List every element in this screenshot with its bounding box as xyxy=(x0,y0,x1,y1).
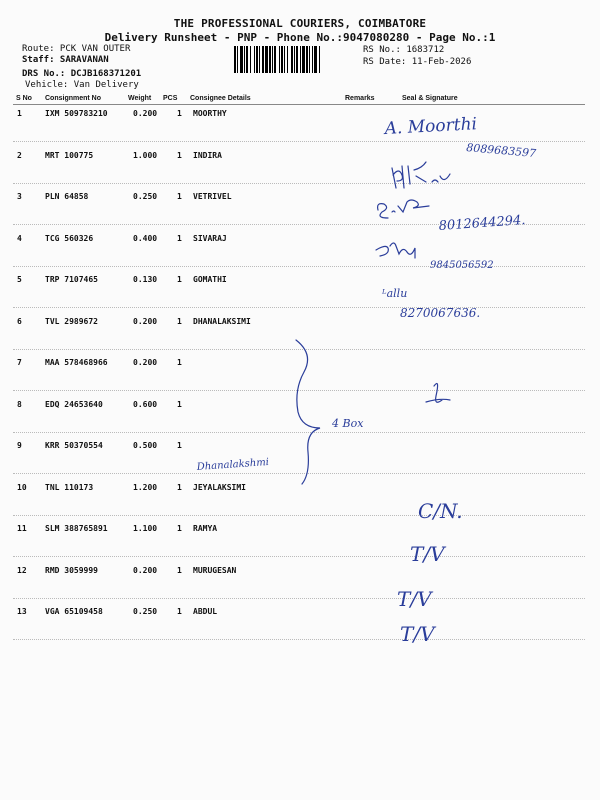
row-consignee: SIVARAJ xyxy=(193,234,227,243)
col-header-weight: Weight xyxy=(128,95,152,102)
row-pcs: 1 xyxy=(177,358,182,367)
handwritten-mark-row12: T/V xyxy=(397,587,432,611)
row-sno: 7 xyxy=(17,358,22,367)
row-consignment-no: RMD 3059999 xyxy=(45,566,98,575)
row-weight: 0.200 xyxy=(133,109,158,118)
row-sno: 10 xyxy=(17,483,27,492)
row-weight: 1.000 xyxy=(133,151,158,160)
row-sno: 3 xyxy=(17,192,22,201)
handwritten-phone-row3: 8012644294. xyxy=(438,212,526,234)
row-weight: 0.600 xyxy=(133,400,158,409)
staff-label: Staff: SARAVANAN xyxy=(22,55,109,65)
row-sno: 1 xyxy=(17,109,22,118)
rs-number: RS No.: 1683712 xyxy=(363,45,445,55)
handwritten-name-row9: Dhanalakshmi xyxy=(196,456,270,473)
row-consignment-no: TCG 560326 xyxy=(45,234,94,243)
row-pcs: 1 xyxy=(177,151,182,160)
handwritten-mark-row10: C/N. xyxy=(418,499,463,523)
row-pcs: 1 xyxy=(177,109,182,118)
row-consignment-no: VGA 65109458 xyxy=(45,607,103,616)
vehicle-label: Vehicle: Van Delivery xyxy=(25,80,139,90)
row-consignment-no: TVL 2989672 xyxy=(45,317,98,326)
brace-row8 xyxy=(296,340,320,484)
row-sno: 6 xyxy=(17,317,22,326)
row-sno: 13 xyxy=(17,607,27,616)
signature-row4 xyxy=(376,243,415,258)
col-header-pcs: PCS xyxy=(163,95,178,102)
row-weight: 0.200 xyxy=(133,566,158,575)
row-consignee: GOMATHI xyxy=(193,275,227,284)
row-consignment-no: TNL 110173 xyxy=(45,483,94,492)
row-pcs: 1 xyxy=(177,234,182,243)
row-pcs: 1 xyxy=(177,607,182,616)
row-sno: 11 xyxy=(17,524,27,533)
row-sno: 5 xyxy=(17,275,22,284)
row-consignment-no: PLN 64858 xyxy=(45,192,89,201)
row-weight: 1.200 xyxy=(133,483,158,492)
row-sno: 12 xyxy=(17,566,27,575)
col-header-remarks: Remarks xyxy=(345,95,375,102)
col-header-signature: Seal & Signature xyxy=(402,95,458,102)
row-pcs: 1 xyxy=(177,483,182,492)
row-weight: 0.130 xyxy=(133,275,158,284)
row-consignee: RAMYA xyxy=(193,524,218,533)
handwritten-phone-row1: 8089683597 xyxy=(465,141,537,161)
row-consignee: ABDUL xyxy=(193,607,218,616)
row-pcs: 1 xyxy=(177,400,182,409)
signature-row3 xyxy=(378,200,429,218)
row-weight: 0.200 xyxy=(133,317,158,326)
row-consignee: INDIRA xyxy=(193,151,222,160)
row-pcs: 1 xyxy=(177,524,182,533)
row-weight: 0.400 xyxy=(133,234,158,243)
row-consignment-no: SLM 388765891 xyxy=(45,524,108,533)
row-sno: 2 xyxy=(17,151,22,160)
signature-row8 xyxy=(426,384,450,403)
handwritten-mark-row5: ᴸallu xyxy=(382,287,408,300)
row-consignment-no: MRT 100775 xyxy=(45,151,94,160)
route-label: Route: PCK VAN OUTER xyxy=(22,44,131,54)
handwritten-name-row1: A. Moorthi xyxy=(384,114,478,139)
document-title: THE PROFESSIONAL COURIERS, COIMBATORE xyxy=(173,17,427,30)
row-pcs: 1 xyxy=(177,441,182,450)
row-weight: 0.250 xyxy=(133,192,158,201)
handwritten-phone-row5: 8270067636. xyxy=(400,306,481,320)
row-pcs: 1 xyxy=(177,317,182,326)
row-pcs: 1 xyxy=(177,566,182,575)
row-consignment-no: TRP 7107465 xyxy=(45,275,98,284)
row-pcs: 1 xyxy=(177,192,182,201)
row-pcs: 1 xyxy=(177,275,182,284)
row-consignment-no: KRR 50370554 xyxy=(45,441,103,450)
col-header-sno: S No xyxy=(16,95,32,102)
signature-row2 xyxy=(392,162,450,188)
col-header-consignee: Consignee Details xyxy=(190,95,251,102)
handwritten-mark-row11: T/V xyxy=(410,542,445,566)
handwritten-note-row8: 4 Box xyxy=(332,417,364,430)
row-sno: 8 xyxy=(17,400,22,409)
rs-date: RS Date: 11-Feb-2026 xyxy=(363,57,472,67)
row-weight: 0.250 xyxy=(133,607,158,616)
row-consignee: VETRIVEL xyxy=(193,192,232,201)
runsheet-subtitle: Delivery Runsheet - PNP - Phone No.:9047080280 - Page No.:1 xyxy=(104,31,496,44)
handwritten-mark-row13: T/V xyxy=(400,622,435,646)
row-consignee: DHANALAKSIMI xyxy=(193,317,251,326)
row-sno: 4 xyxy=(17,234,22,243)
row-consignee: MURUGESAN xyxy=(193,566,237,575)
handwritten-phone-row4: 9845056592 xyxy=(430,260,494,271)
row-consignment-no: EDQ 24653640 xyxy=(45,400,103,409)
row-consignment-no: IXM 509783210 xyxy=(45,109,108,118)
row-weight: 0.200 xyxy=(133,358,158,367)
row-consignee: MOORTHY xyxy=(193,109,227,118)
row-weight: 1.100 xyxy=(133,524,158,533)
row-weight: 0.500 xyxy=(133,441,158,450)
row-consignee: JEYALAKSIMI xyxy=(193,483,246,492)
row-sno: 9 xyxy=(17,441,22,450)
drs-number: DRS No.: DCJB168371201 xyxy=(22,69,142,79)
row-consignment-no: MAA 578468966 xyxy=(45,358,108,367)
col-header-consignment: Consignment No xyxy=(45,95,101,102)
